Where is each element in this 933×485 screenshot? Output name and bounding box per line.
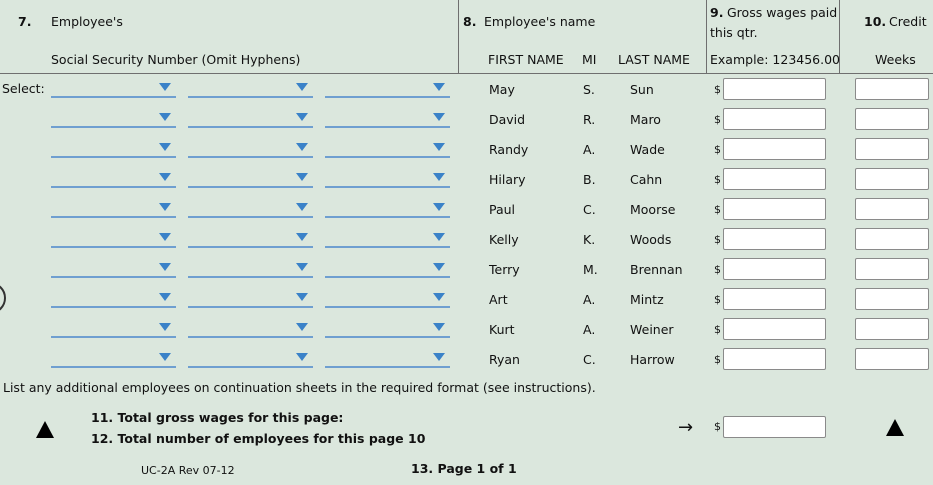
chevron-down-icon xyxy=(159,353,171,361)
select-label: Select: xyxy=(2,81,45,96)
ssn-select-part-3[interactable] xyxy=(325,288,450,308)
total-wages-label: 11. Total gross wages for this page: xyxy=(91,410,344,425)
gross-wages-input[interactable] xyxy=(723,198,826,220)
ssn-select-part-1[interactable] xyxy=(51,78,176,98)
last-name: Wade xyxy=(630,142,665,157)
ssn-select-part-2[interactable] xyxy=(188,138,313,158)
ssn-select-part-2[interactable] xyxy=(188,258,313,278)
mi-header: MI xyxy=(582,52,597,67)
ssn-select-part-1[interactable] xyxy=(51,228,176,248)
chevron-down-icon xyxy=(159,143,171,151)
ssn-select-part-2[interactable] xyxy=(188,108,313,128)
ssn-select-part-3[interactable] xyxy=(325,168,450,188)
last-name: Moorse xyxy=(630,202,676,217)
chevron-down-icon xyxy=(296,143,308,151)
page-indicator: 13. Page 1 of 1 xyxy=(411,461,517,476)
chevron-down-icon xyxy=(433,113,445,121)
ssn-select-part-2[interactable] xyxy=(188,198,313,218)
col-divider-ssn xyxy=(458,0,459,74)
wages-dollar-sign: $ xyxy=(714,353,721,366)
ssn-select-part-2[interactable] xyxy=(188,78,313,98)
chevron-down-icon xyxy=(159,293,171,301)
chevron-down-icon xyxy=(433,293,445,301)
first-name: May xyxy=(489,82,515,97)
ssn-select-part-2[interactable] xyxy=(188,228,313,248)
chevron-down-icon xyxy=(159,323,171,331)
last-name: Mintz xyxy=(630,292,664,307)
first-name: Ryan xyxy=(489,352,520,367)
first-name: Paul xyxy=(489,202,516,217)
credit-weeks-input[interactable] xyxy=(855,228,929,250)
middle-initial: C. xyxy=(583,352,596,367)
credit-weeks-input[interactable] xyxy=(855,318,929,340)
ssn-select-part-3[interactable] xyxy=(325,108,450,128)
last-name: Harrow xyxy=(630,352,675,367)
chevron-down-icon xyxy=(433,233,445,241)
col9-number: 9. xyxy=(710,5,724,20)
ssn-select-part-3[interactable] xyxy=(325,318,450,338)
ssn-select-part-2[interactable] xyxy=(188,168,313,188)
ssn-select-part-1[interactable] xyxy=(51,168,176,188)
first-name: Art xyxy=(489,292,508,307)
ssn-select-part-3[interactable] xyxy=(325,258,450,278)
ssn-select-part-1[interactable] xyxy=(51,348,176,368)
chevron-down-icon xyxy=(296,323,308,331)
col9-title-a: Gross wages paid xyxy=(727,5,838,20)
ssn-select-part-1[interactable] xyxy=(51,108,176,128)
ssn-select-part-3[interactable] xyxy=(325,198,450,218)
col8-title: Employee's name xyxy=(484,14,596,29)
gross-wages-input[interactable] xyxy=(723,348,826,370)
wages-dollar-sign: $ xyxy=(714,203,721,216)
ssn-select-part-1[interactable] xyxy=(51,198,176,218)
first-name-header: FIRST NAME xyxy=(488,52,564,67)
gross-wages-input[interactable] xyxy=(723,78,826,100)
credit-weeks-input[interactable] xyxy=(855,288,929,310)
chevron-down-icon xyxy=(433,353,445,361)
middle-initial: B. xyxy=(583,172,596,187)
chevron-down-icon xyxy=(433,83,445,91)
chevron-down-icon xyxy=(159,113,171,121)
credit-weeks-input[interactable] xyxy=(855,198,929,220)
chevron-down-icon xyxy=(159,263,171,271)
middle-initial: C. xyxy=(583,202,596,217)
total-wages-dollar: $ xyxy=(714,420,721,433)
chevron-down-icon xyxy=(159,173,171,181)
first-name: David xyxy=(489,112,526,127)
chevron-down-icon xyxy=(296,83,308,91)
gross-wages-input[interactable] xyxy=(723,288,826,310)
col7-subtitle: Social Security Number (Omit Hyphens) xyxy=(51,52,301,67)
header-bottom-rule xyxy=(0,73,933,74)
credit-weeks-input[interactable] xyxy=(855,258,929,280)
ssn-select-part-3[interactable] xyxy=(325,138,450,158)
wages-dollar-sign: $ xyxy=(714,83,721,96)
gross-wages-input[interactable] xyxy=(723,228,826,250)
continuation-note: List any additional employees on continuation sheets in the required format (see instructions). xyxy=(3,380,596,395)
credit-weeks-input[interactable] xyxy=(855,108,929,130)
col10-title: Credit xyxy=(889,14,927,29)
gross-wages-input[interactable] xyxy=(723,168,826,190)
chevron-down-icon xyxy=(433,173,445,181)
chevron-down-icon xyxy=(296,173,308,181)
middle-initial: S. xyxy=(583,82,595,97)
last-name: Woods xyxy=(630,232,672,247)
last-name: Brennan xyxy=(630,262,683,277)
ssn-select-part-2[interactable] xyxy=(188,288,313,308)
wages-dollar-sign: $ xyxy=(714,263,721,276)
last-name: Cahn xyxy=(630,172,663,187)
chevron-down-icon xyxy=(296,263,308,271)
wages-dollar-sign: $ xyxy=(714,233,721,246)
ssn-select-part-1[interactable] xyxy=(51,288,176,308)
ssn-select-part-3[interactable] xyxy=(325,348,450,368)
middle-initial: M. xyxy=(583,262,598,277)
gross-wages-input[interactable] xyxy=(723,318,826,340)
ssn-select-part-3[interactable] xyxy=(325,228,450,248)
gross-wages-input[interactable] xyxy=(723,108,826,130)
chevron-down-icon xyxy=(159,83,171,91)
credit-weeks-input[interactable] xyxy=(855,348,929,370)
col10-subtitle: Weeks xyxy=(875,52,916,67)
col9-example: Example: 123456.00 xyxy=(710,52,841,67)
first-name: Kurt xyxy=(489,322,515,337)
first-name: Randy xyxy=(489,142,529,157)
chevron-down-icon xyxy=(296,353,308,361)
middle-initial: K. xyxy=(583,232,596,247)
wages-dollar-sign: $ xyxy=(714,143,721,156)
middle-initial: A. xyxy=(583,322,596,337)
chevron-down-icon xyxy=(433,323,445,331)
last-name-header: LAST NAME xyxy=(618,52,690,67)
wages-dollar-sign: $ xyxy=(714,293,721,306)
total-employees-label: 12. Total number of employees for this page 10 xyxy=(91,431,426,446)
gross-wages-input[interactable] xyxy=(723,258,826,280)
ssn-select-part-1[interactable] xyxy=(51,138,176,158)
col8-number: 8. xyxy=(463,14,477,29)
col10-number: 10. xyxy=(864,14,887,29)
wages-dollar-sign: $ xyxy=(714,173,721,186)
ssn-select-part-2[interactable] xyxy=(188,318,313,338)
wages-dollar-sign: $ xyxy=(714,113,721,126)
chevron-down-icon xyxy=(433,263,445,271)
right-arrow-icon: → xyxy=(678,417,694,438)
wages-dollar-sign: $ xyxy=(714,323,721,336)
first-name: Kelly xyxy=(489,232,519,247)
ssn-select-part-2[interactable] xyxy=(188,348,313,368)
col-divider-name xyxy=(706,0,707,74)
last-name: Maro xyxy=(630,112,661,127)
ssn-select-part-1[interactable] xyxy=(51,318,176,338)
chevron-down-icon xyxy=(296,203,308,211)
chevron-down-icon xyxy=(159,233,171,241)
gross-wages-input[interactable] xyxy=(723,138,826,160)
form-revision: UC-2A Rev 07-12 xyxy=(141,464,235,477)
col7-title: Employee's xyxy=(51,14,123,29)
col9-title-b: this qtr. xyxy=(710,25,758,40)
chevron-down-icon xyxy=(159,203,171,211)
up-triangle-left-icon xyxy=(36,421,54,438)
middle-initial: A. xyxy=(583,292,596,307)
middle-initial: R. xyxy=(583,112,596,127)
middle-initial: A. xyxy=(583,142,596,157)
first-name: Terry xyxy=(489,262,520,277)
chevron-down-icon xyxy=(296,233,308,241)
last-name: Sun xyxy=(630,82,654,97)
chevron-down-icon xyxy=(433,143,445,151)
up-triangle-right-icon xyxy=(886,419,904,436)
chevron-down-icon xyxy=(296,113,308,121)
col7-number: 7. xyxy=(18,14,32,29)
credit-weeks-input[interactable] xyxy=(855,138,929,160)
chevron-down-icon xyxy=(296,293,308,301)
ssn-select-part-3[interactable] xyxy=(325,78,450,98)
last-name: Weiner xyxy=(630,322,674,337)
chevron-down-icon xyxy=(433,203,445,211)
credit-weeks-input[interactable] xyxy=(855,78,929,100)
ssn-select-part-1[interactable] xyxy=(51,258,176,278)
total-wages-input[interactable] xyxy=(723,416,826,438)
credit-weeks-input[interactable] xyxy=(855,168,929,190)
circle-marker-icon xyxy=(0,282,6,314)
first-name: Hilary xyxy=(489,172,526,187)
